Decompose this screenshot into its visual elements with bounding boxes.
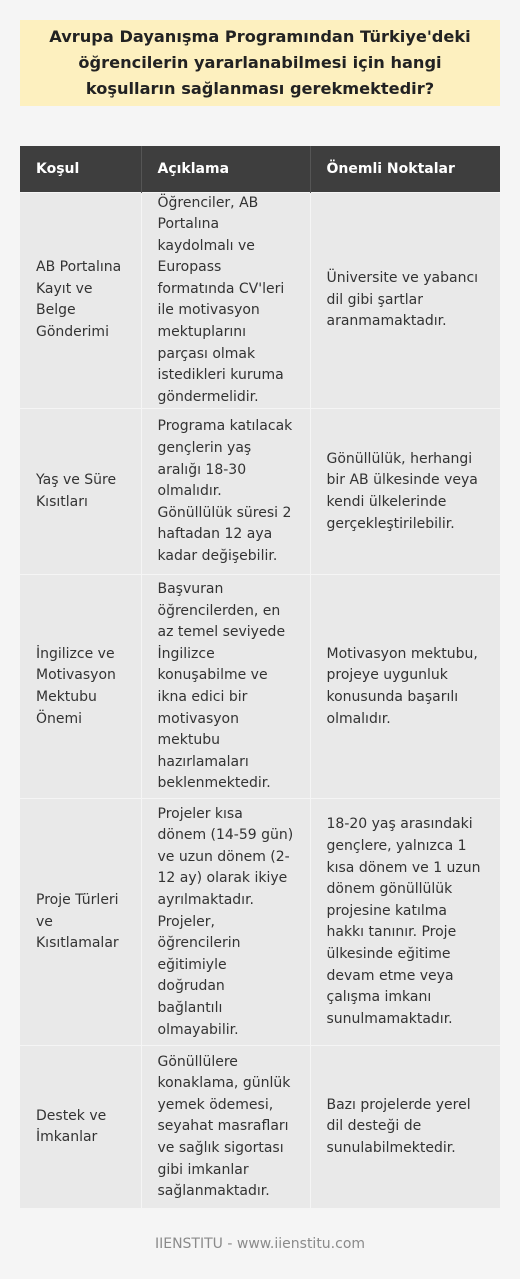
cell-kosul: AB Portalına Kayıt ve Belge Gönderimi [20,192,141,409]
cell-onemli-noktalar: 18-20 yaş arasındaki gençlere, yalnızca 1 kısa dönem ve 1 uzun dönem gönüllülük projesine katılma hakkı tanınır. Proje ülkesinde eğitime devam etme veya çalışma imkanı sunulmamaktadır. [310,799,500,1046]
page-title: Avrupa Dayanışma Programından Türkiye'deki öğrencilerin yararlanabilmesi için hangi koşulların sağlanması gerekmektedir? [49,27,471,98]
cell-aciklama: Gönüllülere konaklama, günlük yemek ödemesi, seyahat masrafları ve sağlık sigortası gibi imkanlar sağlanmaktadır. [141,1046,310,1208]
table-row [20,575,500,799]
cell-kosul: Yaş ve Süre Kısıtları [20,409,141,575]
table-row [20,1046,500,1208]
table-header-row [20,146,500,192]
cell-kosul: Destek ve İmkanlar [20,1046,141,1208]
cell-onemli-noktalar: Motivasyon mektubu, projeye uygunluk konusunda başarılı olmalıdır. [310,575,500,799]
table-row [20,799,500,1046]
column-header-aciklama: Açıklama [141,146,310,192]
title-box [20,20,500,106]
column-header-kosul: Koşul [20,146,141,192]
conditions-table [20,146,500,1208]
cell-kosul: Proje Türleri ve Kısıtlamalar [20,799,141,1046]
cell-onemli-noktalar: Bazı projelerde yerel dil desteği de sunulabilmektedir. [310,1046,500,1208]
cell-aciklama: Projeler kısa dönem (14-59 gün) ve uzun dönem (2-12 ay) olarak ikiye ayrılmaktadır. Projeler, öğrencilerin eğitimiyle doğrudan bağlantılı olmayabilir. [141,799,310,1046]
table-row [20,409,500,575]
cell-aciklama: Öğrenciler, AB Portalına kaydolmalı ve Europass formatında CV'leri ile motivasyon mektuplarını parçası olmak istedikleri kuruma göndermelidir. [141,192,310,409]
column-header-onemli-noktalar: Önemli Noktalar [310,146,500,192]
cell-kosul: İngilizce ve Motivasyon Mektubu Önemi [20,575,141,799]
cell-onemli-noktalar: Üniversite ve yabancı dil gibi şartlar aranmamaktadır. [310,192,500,409]
table-row [20,192,500,409]
cell-aciklama: Başvuran öğrencilerden, en az temel seviyede İngilizce konuşabilme ve ikna edici bir motivasyon mektubu hazırlamaları beklenmektedir. [141,575,310,799]
cell-onemli-noktalar: Gönüllülük, herhangi bir AB ülkesinde veya kendi ülkelerinde gerçekleştirilebilir. [310,409,500,575]
cell-aciklama: Programa katılacak gençlerin yaş aralığı 18-30 olmalıdır. Gönüllülük süresi 2 haftadan 12 aya kadar değişebilir. [141,409,310,575]
footer-source: IIENSTITU - www.iienstitu.com [154,1236,366,1252]
